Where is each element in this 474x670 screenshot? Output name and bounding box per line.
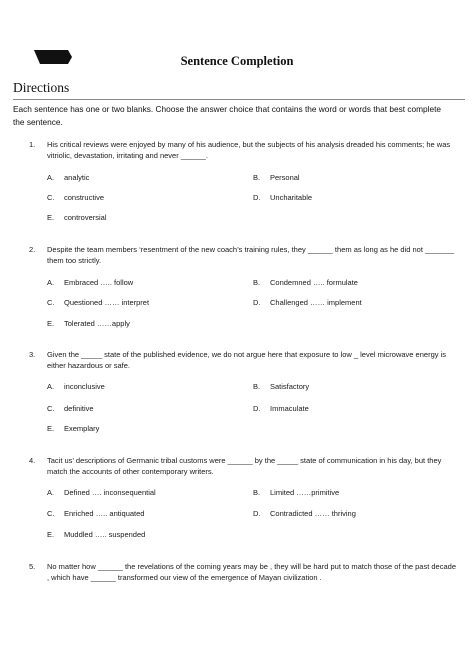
option-text: Satisfactory: [270, 382, 310, 391]
option-text: Enriched ….. antiquated: [64, 509, 145, 518]
page-title: Sentence Completion: [180, 54, 294, 68]
option-text: Limited ……primitive: [270, 488, 340, 497]
option-letter: D.: [253, 509, 261, 518]
question-number: 1.: [29, 140, 36, 149]
option-letter: B.: [253, 278, 261, 287]
option-letter: D.: [253, 404, 261, 413]
option-text: definitive: [64, 404, 94, 413]
option-letter: B.: [253, 382, 261, 391]
option-letter: C.: [47, 509, 55, 518]
option-text: controversial: [64, 213, 107, 222]
option-text: Questioned …… interpret: [64, 298, 150, 307]
option-text: Challenged …… implement: [270, 298, 362, 307]
option-letter: E.: [47, 530, 55, 539]
question-number: 5.: [29, 562, 36, 571]
option-letter: A.: [47, 382, 55, 391]
question-text: Tacit us’ descriptions of Germanic tribal customs were ______ by the _____ state of communication in his day, but they match the accounts of other contemporary writers.: [47, 456, 442, 476]
heading-divider: [13, 99, 465, 100]
option-text: constructive: [64, 193, 105, 202]
option-text: Contradicted …… thriving: [270, 509, 356, 518]
option-text: inconclusive: [64, 382, 105, 391]
option-letter: D.: [253, 193, 261, 202]
option-text: Immaculate: [270, 404, 309, 413]
option-letter: C.: [47, 193, 55, 202]
option-text: Condemned ….. formulate: [270, 278, 358, 287]
option-letter: E.: [47, 424, 55, 433]
question-number: 2.: [29, 245, 36, 254]
option-letter: A.: [47, 278, 55, 287]
instructions-text: Each sentence has one or two blanks. Choose the answer choice that contains the word or words that best complete the sentence.: [13, 104, 441, 127]
option-letter: C.: [47, 404, 55, 413]
option-text: Uncharitable: [270, 193, 313, 202]
option-letter: B.: [253, 488, 261, 497]
option-text: analytic: [64, 173, 90, 182]
question-number: 4.: [29, 456, 36, 465]
option-text: Defined …. inconsequential: [64, 488, 156, 497]
question-text: His critical reviews were enjoyed by many of his audience, but the subjects of his analysis dreaded his comments; he was vitriolic, devastation, irritating and never ______.: [47, 140, 451, 160]
option-letter: C.: [47, 298, 55, 307]
option-letter: E.: [47, 213, 55, 222]
question-number: 3.: [29, 350, 36, 359]
question-text: Despite the team members ‘resentment of the new coach’s training rules, they ______ them as long as he did not _______ them too strictly.: [47, 245, 455, 265]
option-text: Exemplary: [64, 424, 100, 433]
section-heading: Directions: [13, 80, 70, 95]
option-text: Embraced ….. follow: [64, 278, 134, 287]
option-text: Personal: [270, 173, 300, 182]
option-letter: A.: [47, 488, 55, 497]
option-letter: E.: [47, 319, 55, 328]
option-letter: A.: [47, 173, 55, 182]
option-text: Tolerated ……apply: [64, 319, 130, 328]
question-text: Given the _____ state of the published evidence, we do not argue here that exposure to low _ level microwave energy is either hazardous or safe.: [47, 350, 446, 370]
option-letter: B.: [253, 173, 261, 182]
question-text: No matter how ______ the revelations of the coming years may be , they will be hard put to match those of the past decade , which have ______ transformed our view of the emergence of Mayan civilization .: [47, 562, 456, 582]
option-letter: D.: [253, 298, 261, 307]
option-text: Muddled ….. suspended: [64, 530, 146, 539]
